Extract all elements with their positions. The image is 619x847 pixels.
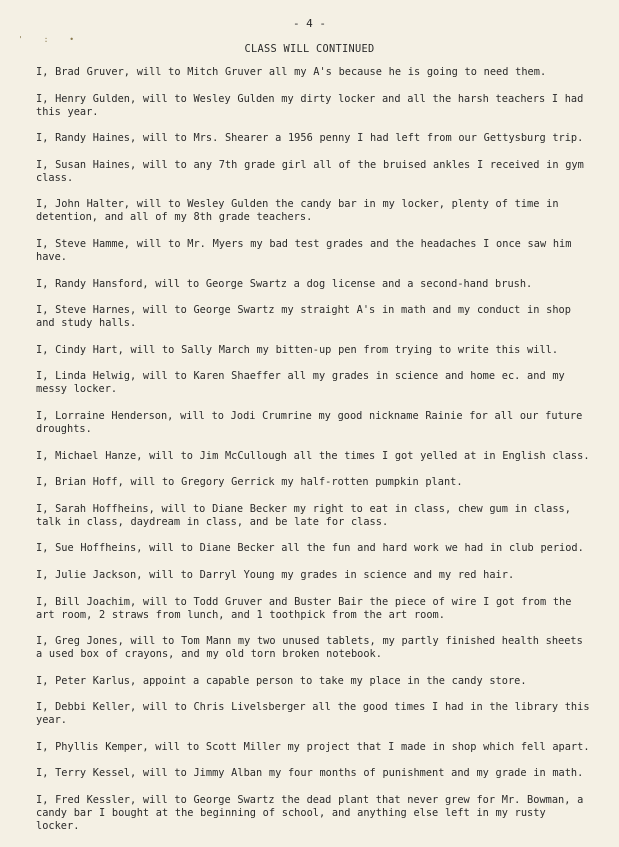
will-entry: I, Susan Haines, will to any 7th grade girl all of the bruised ankles I received in gym class. xyxy=(36,158,584,184)
will-entry: I, Julie Jackson, will to Darryl Young my grades in science and my red hair. xyxy=(36,568,515,581)
will-entry: I, Sarah Hoffheins, will to Diane Becker my right to eat in class, chew gum in class, talk in class, daydream in class, and be late for class. xyxy=(36,502,571,528)
will-entry: I, Phyllis Kemper, will to Scott Miller my project that I made in shop which fell apart. xyxy=(36,740,590,753)
will-entry: I, Terry Kessel, will to Jimmy Alban my four months of punishment and my grade in math. xyxy=(36,767,584,780)
will-entry: I, Linda Helwig, will to Karen Shaeffer all my grades in science and home ec. and my messy locker. xyxy=(36,370,565,396)
will-entry: I, Steve Hamme, will to Mr. Myers my bad test grades and the headaches I once saw him have. xyxy=(36,237,572,263)
will-entry: I, Steve Harnes, will to George Swartz my straight A's in math and my conduct in shop and study halls. xyxy=(36,304,571,330)
will-entry: I, Bill Joachim, will to Todd Gruver and Buster Bair the piece of wire I got from the art room, 2 straws from lunch, and 1 toothpick from the art room. xyxy=(36,595,572,621)
will-entry: I, Greg Jones, will to Tom Mann my two unused tablets, my partly finished health sheets a used box of crayons, and my old torn broken notebook. xyxy=(36,635,583,661)
will-entry: I, John Halter, will to Wesley Gulden the candy bar in my locker, plenty of time in detention, and all of my 8th grade teachers. xyxy=(36,198,559,224)
will-entry: I, Fred Kessler, will to George Swartz the dead plant that never grew for Mr. Bowman, a candy bar I bought at the beginning of school, and anything else left in my rusty locker. xyxy=(36,794,584,833)
will-entry: I, Michael Hanze, will to Jim McCullough all the times I got yelled at in English class. xyxy=(36,449,590,462)
will-entries xyxy=(36,66,592,847)
page-number: - 4 - xyxy=(292,17,327,30)
document-title: CLASS WILL CONTINUED xyxy=(244,43,375,55)
will-entry: I, Debbi Keller, will to Chris Livelsberger all the good times I had in the library this year. xyxy=(36,701,590,727)
will-entry: I, Brian Hoff, will to Gregory Gerrick my half-rotten pumpkin plant. xyxy=(36,476,463,489)
will-entry: I, Peter Karlus, appoint a capable person to take my place in the candy store. xyxy=(36,674,527,687)
will-entry: I, Brad Gruver, will to Mitch Gruver all my A's because he is going to need them. xyxy=(36,66,547,78)
will-entry: I, Randy Haines, will to Mrs. Shearer a 1956 penny I had left from our Gettysburg trip. xyxy=(36,132,584,145)
will-entry: I, Sue Hoffheins, will to Diane Becker all the fun and hard work we had in club period. xyxy=(36,542,584,555)
will-entry: I, Henry Gulden, will to Wesley Gulden my dirty locker and all the harsh teachers I had this year. xyxy=(36,92,584,118)
will-entry: I, Cindy Hart, will to Sally March my bitten-up pen from trying to write this will. xyxy=(36,343,559,356)
corner-marks: ' : • xyxy=(18,35,83,44)
will-entry: I, Randy Hansford, will to George Swartz a dog license and a second-hand brush. xyxy=(36,277,533,290)
will-entry: I, Lorraine Henderson, will to Jodi Crumrine my good nickname Rainie for all our future droughts. xyxy=(36,409,583,435)
